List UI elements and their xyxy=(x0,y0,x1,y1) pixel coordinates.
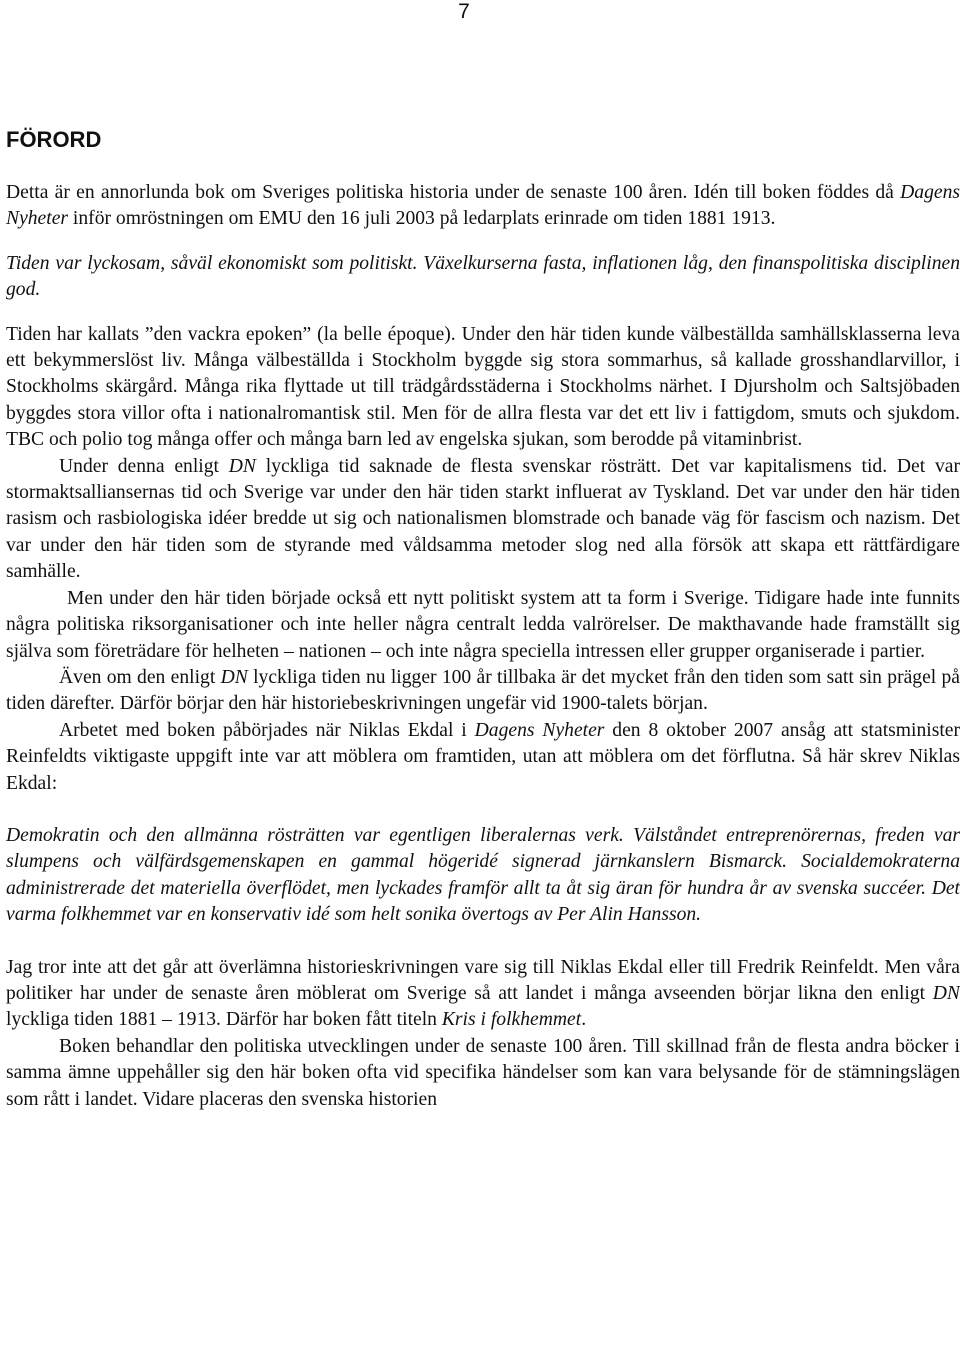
text-run: den 8 oktober 2007 ansåg att statsminister Reinfeldts viktigaste uppgift inte var att möblera om framtiden, utan att möblera om det förflutna. Så här skrev Niklas Ekdal: xyxy=(6,719,960,794)
paragraph-belle-epoque: Tiden har kallats ”den vackra epoken” (la belle époque). Under den här tiden kunde välbeställda samhällsklasserna leva ett bekymmerslöst liv. Många välbeställda i Stockholm byggde sig stora sommarhus, så kallade grosshandlarvillor, i Stockholms skärgård. Många rika flyttade ut till trädgårdsstäderna i Stockholms närhet. I Djursholm och Saltsjöbaden byggdes stora villor ofta i nationalromantisk stil. Men för de allra flesta var det ett liv i fattigdom, smuts och sjukdom. TBC och polio tog många offer och många barn led av engelska sjukan, som berodde på vitaminbrist. xyxy=(6,323,960,451)
text-run: . xyxy=(581,1009,587,1031)
quote-ekdal: Demokratin och den allmänna rösträtten var egentligen liberalernas verk. Välståndet entreprenörernas, freden var slumpens och välfärdsgemenskapen en gammal högeridé signerad järnkanslern Bismarck. Socialdemokraterna administrerade det materiella överflödet, men lyckades framför allt ta åt sig äran för hundra år av svenska succéer. Det varma folkhemmet var en konservativ idé som helt sonika övertogs av Per Alin Hansson. xyxy=(6,824,960,926)
paragraph-arbetet xyxy=(6,718,960,797)
text-run: inför omröstningen om EMU den 16 juli 2003 på ledarplats erinrade om tiden 1881 1913. xyxy=(68,208,776,230)
document-body xyxy=(6,126,960,1113)
page-title: FÖRORD xyxy=(6,127,102,152)
newspaper-title: Dagens Nyheter xyxy=(474,719,605,741)
newspaper-abbrev: DN xyxy=(932,982,960,1004)
text-run: Detta är en annorlunda bok om Sveriges politiska historia under de senaste 100 åren. Idén till boken föddes då xyxy=(6,182,901,203)
newspaper-abbrev: DN xyxy=(228,455,256,477)
paragraph-jag-tror xyxy=(6,955,960,1034)
paragraph-tillbaka xyxy=(6,665,960,718)
text-run: lyckliga tiden nu ligger 100 år tillbaka är det mycket från den tiden som satt sin prägel på tiden därefter. Därför börjar den här historiebeskrivningen ungefär vid 1900-talets början. xyxy=(6,666,960,715)
paragraph-boken-behandlar: Boken behandlar den politiska utvecklingen under de senaste 100 åren. Till skillnad från de flesta andra böcker i samma ämne uppehåller sig den här boken ofta vid specifika händelser som kan vara belysande för de stämningslägen som rått i landet. Vidare placeras den svenska historien xyxy=(6,1035,960,1110)
text-run: Under denna enligt xyxy=(59,455,229,477)
paragraph-intro xyxy=(6,180,960,233)
newspaper-abbrev: DN xyxy=(220,666,248,688)
text-run: Även om den enligt xyxy=(59,666,221,688)
paragraph-politiskt-system: Men under den här tiden började också ett nytt politiskt system att ta form i Sverige. Tidigare hade inte funnits några politiska riksorganisationer och inte heller några centralt ledda valrörelser. De makthavande hade framställt sig själva som företrädare för helheten – nationen – och inte några speciella intressen eller grupper organiserade i partier. xyxy=(6,587,960,662)
quote-dn: Tiden var lyckosam, såväl ekonomiskt som politiskt. Växelkurserna fasta, inflationen låg, den finanspolitiska disciplinen god. xyxy=(6,252,960,301)
text-run: lyckliga tid saknade de flesta svenskar rösträtt. Det var kapitalismens tid. Det var stormaktsalliansernas tid och Sverige var under den här tiden starkt influerat av Tyskland. Det var under den här tiden rasism och rasbiologiska idéer bredde ut sig och nationalismen blomstrade och banade väg för fascism och nazism. Det var under den här tiden som de styrande med våldsamma metoder slog ned alla försök att skapa ett rättfärdigare samhälle. xyxy=(6,455,960,583)
page-number: 7 xyxy=(458,0,470,23)
text-run: lyckliga tiden 1881 – 1913. Därför har boken fått titeln xyxy=(6,1009,442,1031)
text-run: Arbetet med boken påbörjades när Niklas Ekdal i xyxy=(59,719,475,741)
paragraph-rostratt xyxy=(6,454,960,586)
book-title: Kris i folkhemmet xyxy=(441,1009,582,1031)
newspaper-title: Dagens Nyheter xyxy=(6,182,960,230)
text-run: Jag tror inte att det går att överlämna historieskrivningen vare sig till Niklas Ekdal eller till Fredrik Reinfeldt. Men våra politiker har under de senaste åren möblerat om Sverige så att landet i många avseenden börjar likna den enligt xyxy=(6,956,960,1004)
